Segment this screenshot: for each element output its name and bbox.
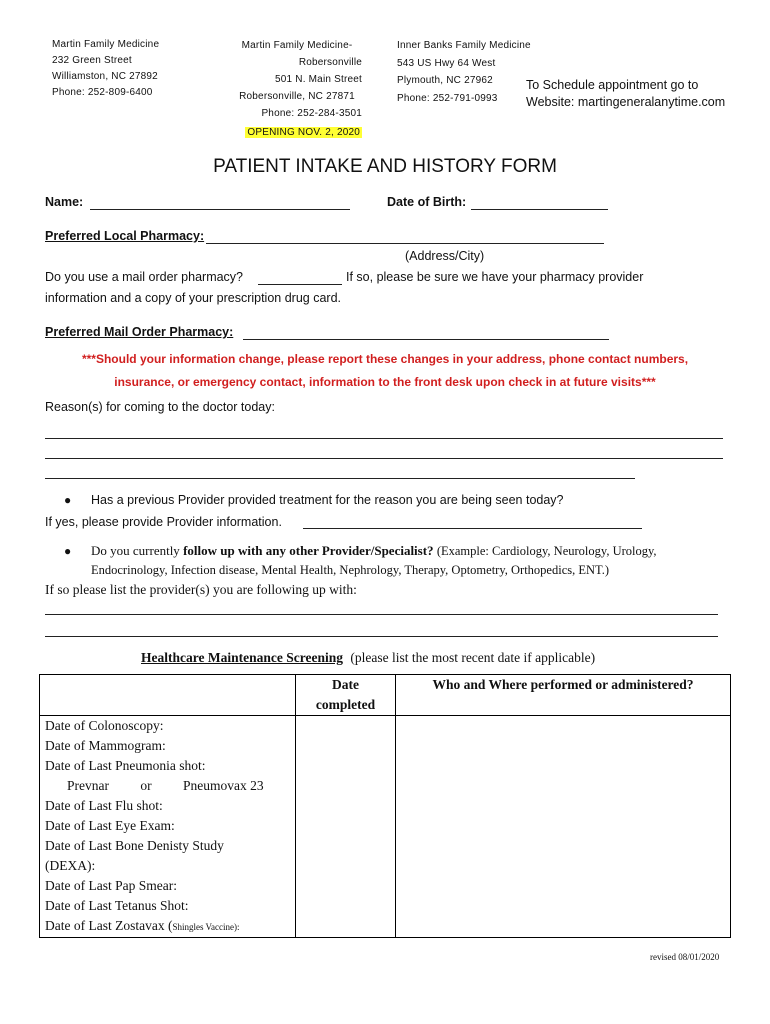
screening-labels-cell	[40, 716, 296, 938]
row-flu: Date of Last Flu shot:	[45, 798, 163, 813]
clinic-name: Martin Family Medicine	[52, 39, 160, 50]
previous-provider-question: Has a previous Provider provided treatment for the reason you are being seen today?	[91, 493, 564, 507]
followup-example-2: Endocrinology, Infection disease, Mental Health, Nephrology, Therapy, Optometry, Orthopedics, ENT.)	[91, 563, 610, 577]
pharmacy-field[interactable]	[206, 243, 604, 244]
prevnar-option: Prevnar	[67, 778, 109, 793]
mail-order-followup: If so, please be sure we have your pharmacy provider	[346, 270, 644, 284]
name-label: Name:	[45, 195, 84, 209]
providers-field-2[interactable]	[45, 636, 718, 637]
date-completed-header	[296, 675, 396, 716]
previous-provider-info-label: If yes, please provide Provider information.	[45, 515, 282, 529]
website-line: Website: martingeneralanytime.com	[526, 95, 726, 109]
clinic-name: Martin Family Medicine-	[241, 40, 353, 51]
row-bone-density: Date of Last Bone Denisty Study	[45, 838, 224, 853]
clinic-city: Plymouth, NC 27962	[397, 75, 493, 86]
date-header-line-1: Date	[332, 677, 359, 692]
header-blank-cell	[40, 675, 296, 716]
followup-prefix: Do you currently	[91, 543, 180, 558]
clinic-name: Inner Banks Family Medicine	[397, 40, 531, 51]
shingles-note: Shingles Vaccine):	[172, 922, 240, 932]
who-where-header: Who and Where performed or administered?	[396, 675, 731, 716]
screening-heading	[141, 650, 595, 666]
clinic-phone: Phone: 252-284-3501	[261, 108, 362, 119]
schedule-info	[526, 77, 725, 111]
row-eye-exam: Date of Last Eye Exam:	[45, 818, 175, 833]
date-header-line-2: completed	[315, 697, 376, 712]
followup-example: (Example: Cardiology, Neurology, Urology,	[436, 544, 657, 558]
who-where-cell[interactable]	[396, 716, 731, 938]
reason-label: Reason(s) for coming to the doctor today:	[45, 400, 275, 414]
bullet-icon: ●	[64, 544, 72, 558]
screening-title: Healthcare Maintenance Screening	[141, 650, 343, 665]
clinic-city: Robersonville, NC 27871	[239, 91, 355, 102]
clinic-phone: Phone: 252-809-6400	[52, 87, 153, 98]
notice-line-2: insurance, or emergency contact, information to the front desk upon check in at future visits***	[114, 375, 656, 389]
screening-note: (please list the most recent date if applicable)	[350, 650, 596, 665]
revised-date: revised 08/01/2020	[650, 952, 720, 962]
mail-order-followup-2: information and a copy of your prescription drug card.	[45, 291, 341, 305]
zostavax-label: Date of Last Zostavax (	[45, 918, 173, 933]
previous-provider-field[interactable]	[303, 528, 642, 529]
bullet-icon: ●	[64, 493, 72, 507]
notice-line-1: ***Should your information change, please report these changes in your address, phone contact numbers,	[81, 352, 689, 366]
row-zostavax	[45, 916, 290, 937]
mail-pharmacy-label: Preferred Mail Order Pharmacy:	[45, 325, 234, 339]
reason-field-3[interactable]	[45, 478, 635, 479]
pharmacy-label: Preferred Local Pharmacy:	[45, 229, 205, 243]
reason-field-1[interactable]	[45, 438, 723, 439]
dob-label: Date of Birth:	[387, 195, 467, 209]
screening-table	[39, 674, 731, 938]
list-providers-label: If so please list the provider(s) you are following up with:	[45, 582, 357, 597]
providers-field-1[interactable]	[45, 614, 718, 615]
dob-field[interactable]	[471, 209, 608, 210]
row-pneumonia: Date of Last Pneumonia shot:	[45, 758, 206, 773]
clinic-street: 232 Green Street	[52, 55, 132, 66]
row-pap-smear: Date of Last Pap Smear:	[45, 878, 177, 893]
row-colonoscopy: Date of Colonoscopy:	[45, 718, 164, 733]
clinic-plymouth	[397, 37, 531, 107]
clinic-williamston	[52, 37, 159, 101]
address-city-hint: (Address/City)	[405, 249, 485, 263]
clinic-street: 543 US Hwy 64 West	[397, 57, 496, 69]
row-tetanus: Date of Last Tetanus Shot:	[45, 898, 189, 913]
clinic-robersonville	[232, 37, 362, 141]
row-dexa: (DEXA):	[45, 858, 96, 873]
opening-badge: OPENING NOV. 2, 2020	[247, 127, 360, 138]
clinic-city: Williamston, NC 27892	[52, 71, 158, 82]
schedule-line: To Schedule appointment go to	[526, 78, 699, 92]
mail-order-question: Do you use a mail order pharmacy?	[45, 270, 244, 284]
followup-question	[91, 543, 657, 559]
clinic-town: Robersonville	[298, 57, 362, 68]
clinic-street: 501 N. Main Street	[275, 74, 362, 85]
followup-bold: follow up with any other Provider/Specialist?	[183, 543, 434, 558]
mail-order-field[interactable]	[258, 284, 342, 285]
pneumonia-options	[45, 776, 290, 796]
reason-field-2[interactable]	[45, 458, 723, 459]
clinic-phone: Phone: 252-791-0993	[397, 92, 498, 104]
pneumovax-option: Pneumovax 23	[182, 778, 264, 793]
name-field[interactable]	[90, 209, 350, 210]
row-mammogram: Date of Mammogram:	[45, 738, 166, 753]
or-text: or	[140, 778, 152, 793]
date-completed-cell[interactable]	[296, 716, 396, 938]
page-title: PATIENT INTAKE AND HISTORY FORM	[213, 156, 557, 177]
mail-pharmacy-field[interactable]	[243, 339, 609, 340]
